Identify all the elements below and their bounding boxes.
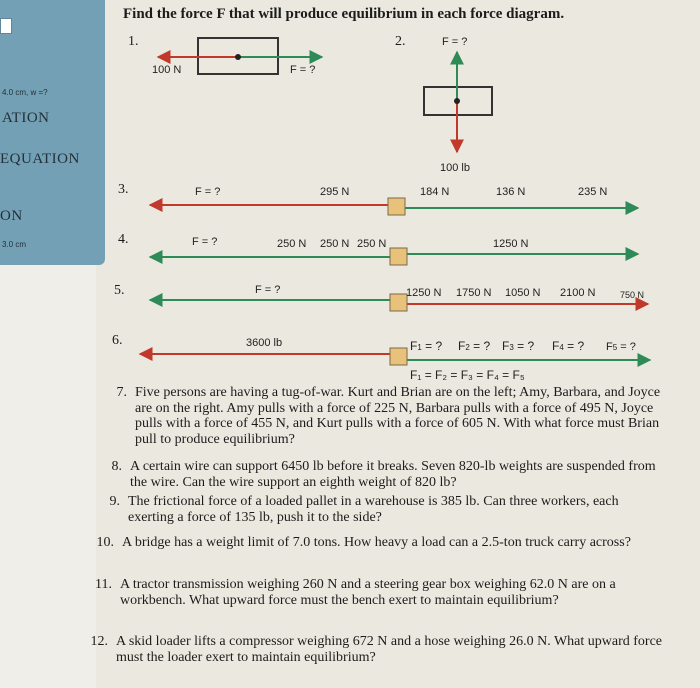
- problem-number: 10.: [96, 535, 114, 550]
- d4-label-f: F = ?: [192, 236, 218, 248]
- d5-label-1750: 1750 N: [456, 287, 492, 299]
- sidebar-text-4: ON: [0, 208, 23, 224]
- sidebar-text-1: 4.0 cm, w =?: [2, 88, 48, 97]
- d5-block: [390, 294, 407, 311]
- d2-down-label: 100 lb: [440, 162, 470, 174]
- d1-point: [235, 54, 241, 60]
- problem-12: [86, 634, 666, 674]
- d5-label-1250: 1250 N: [406, 287, 442, 299]
- d3-label-136: 136 N: [496, 186, 526, 198]
- d1-right-label: F = ?: [290, 64, 316, 76]
- d6-f2-label: F2 = ?: [458, 339, 491, 353]
- problem-11: [90, 577, 665, 625]
- d6-label-3600: 3600 lb: [246, 337, 283, 349]
- problem-8: [100, 459, 665, 491]
- problem-9: [98, 494, 663, 526]
- d5-label-2100: 2100 N: [560, 287, 596, 299]
- d4-block: [390, 248, 407, 265]
- d2-point: [454, 98, 460, 104]
- d3-label-235: 235 N: [578, 186, 608, 198]
- d2-up-label: F = ?: [442, 36, 468, 48]
- d6-f1-label: F1 = ?: [410, 339, 443, 353]
- d6-equation: F₁ = F₂ = F₃ = F₄ = F₅: [410, 368, 525, 382]
- d1-left-label: 100 N: [152, 64, 182, 76]
- d6-f3-label: F3 = ?: [502, 339, 535, 353]
- d4-label-1250: 1250 N: [493, 238, 529, 250]
- problem-number: 8.: [111, 459, 122, 474]
- d6-f4-label: F4 = ?: [552, 339, 585, 353]
- problem-text: A certain wire can support 6450 lb before it breaks. Seven 820-lb weights are suspended from the wire. Can the wire support an eighth weight of 820 lb?: [130, 459, 656, 490]
- d3-label-f: F = ?: [195, 186, 221, 198]
- d2-number: 2.: [395, 34, 406, 49]
- problem-number: 9.: [109, 494, 120, 509]
- problem-text: The frictional force of a loaded pallet in a warehouse is 385 lb. Can three workers, each exerting a force of 135 lb, push it to the side?: [128, 494, 619, 525]
- d4-label-250a: 250 N: [277, 238, 307, 250]
- page-title: Find the force F that will produce equilibrium in each force diagram.: [123, 6, 565, 22]
- d4-label-250b: 250 N: [320, 238, 350, 250]
- d5-number: 5.: [114, 283, 125, 298]
- problem-10: [92, 535, 662, 567]
- problem-text: A bridge has a weight limit of 7.0 tons. How heavy a load can a 2.5-ton truck carry across?: [122, 535, 631, 550]
- problem-number: 7.: [116, 385, 127, 400]
- problem-number: 12.: [90, 634, 108, 649]
- problem-number: 11.: [95, 577, 112, 592]
- sidebar-text-2: ATION: [2, 110, 50, 126]
- d4-number: 4.: [118, 232, 129, 247]
- d1-number: 1.: [128, 34, 139, 49]
- d3-label-184: 184 N: [420, 186, 450, 198]
- problem-7: [105, 385, 665, 449]
- d6-f5-label: F5 = ?: [606, 341, 636, 353]
- d5-label-750: 750 N: [620, 290, 645, 300]
- problem-text: Five persons are having a tug-of-war. Kurt and Brian are on the left; Amy, Barbara, and Joyce are on the right. Amy pulls with a force of 225 N, Barbara pulls with a force of 495 N, Joyce pulls with a force of 455 N, and Kurt pulls with a force of 605 N. With what force must Brian pull to produce equilibrium?: [135, 385, 661, 447]
- sidebar-text-3: EQUATION: [0, 151, 80, 167]
- d5-label-f: F = ?: [255, 284, 281, 296]
- d5-label-1050: 1050 N: [505, 287, 541, 299]
- problem-text: A skid loader lifts a compressor weighing 672 N and a hose weighing 26.0 N. What upward force must the loader exert to maintain equilibrium?: [116, 634, 663, 665]
- d6-block: [390, 348, 407, 365]
- sidebar-text-5: 3.0 cm: [2, 240, 27, 249]
- d3-number: 3.: [118, 182, 129, 197]
- d3-label-295: 295 N: [320, 186, 350, 198]
- d6-number: 6.: [112, 333, 123, 348]
- d4-label-250c: 250 N: [357, 238, 387, 250]
- problem-text: A tractor transmission weighing 260 N and a steering gear box weighing 62.0 N are on a workbench. What upward force must the bench exert to maintain equilibrium?: [120, 577, 616, 608]
- d3-block: [388, 198, 405, 215]
